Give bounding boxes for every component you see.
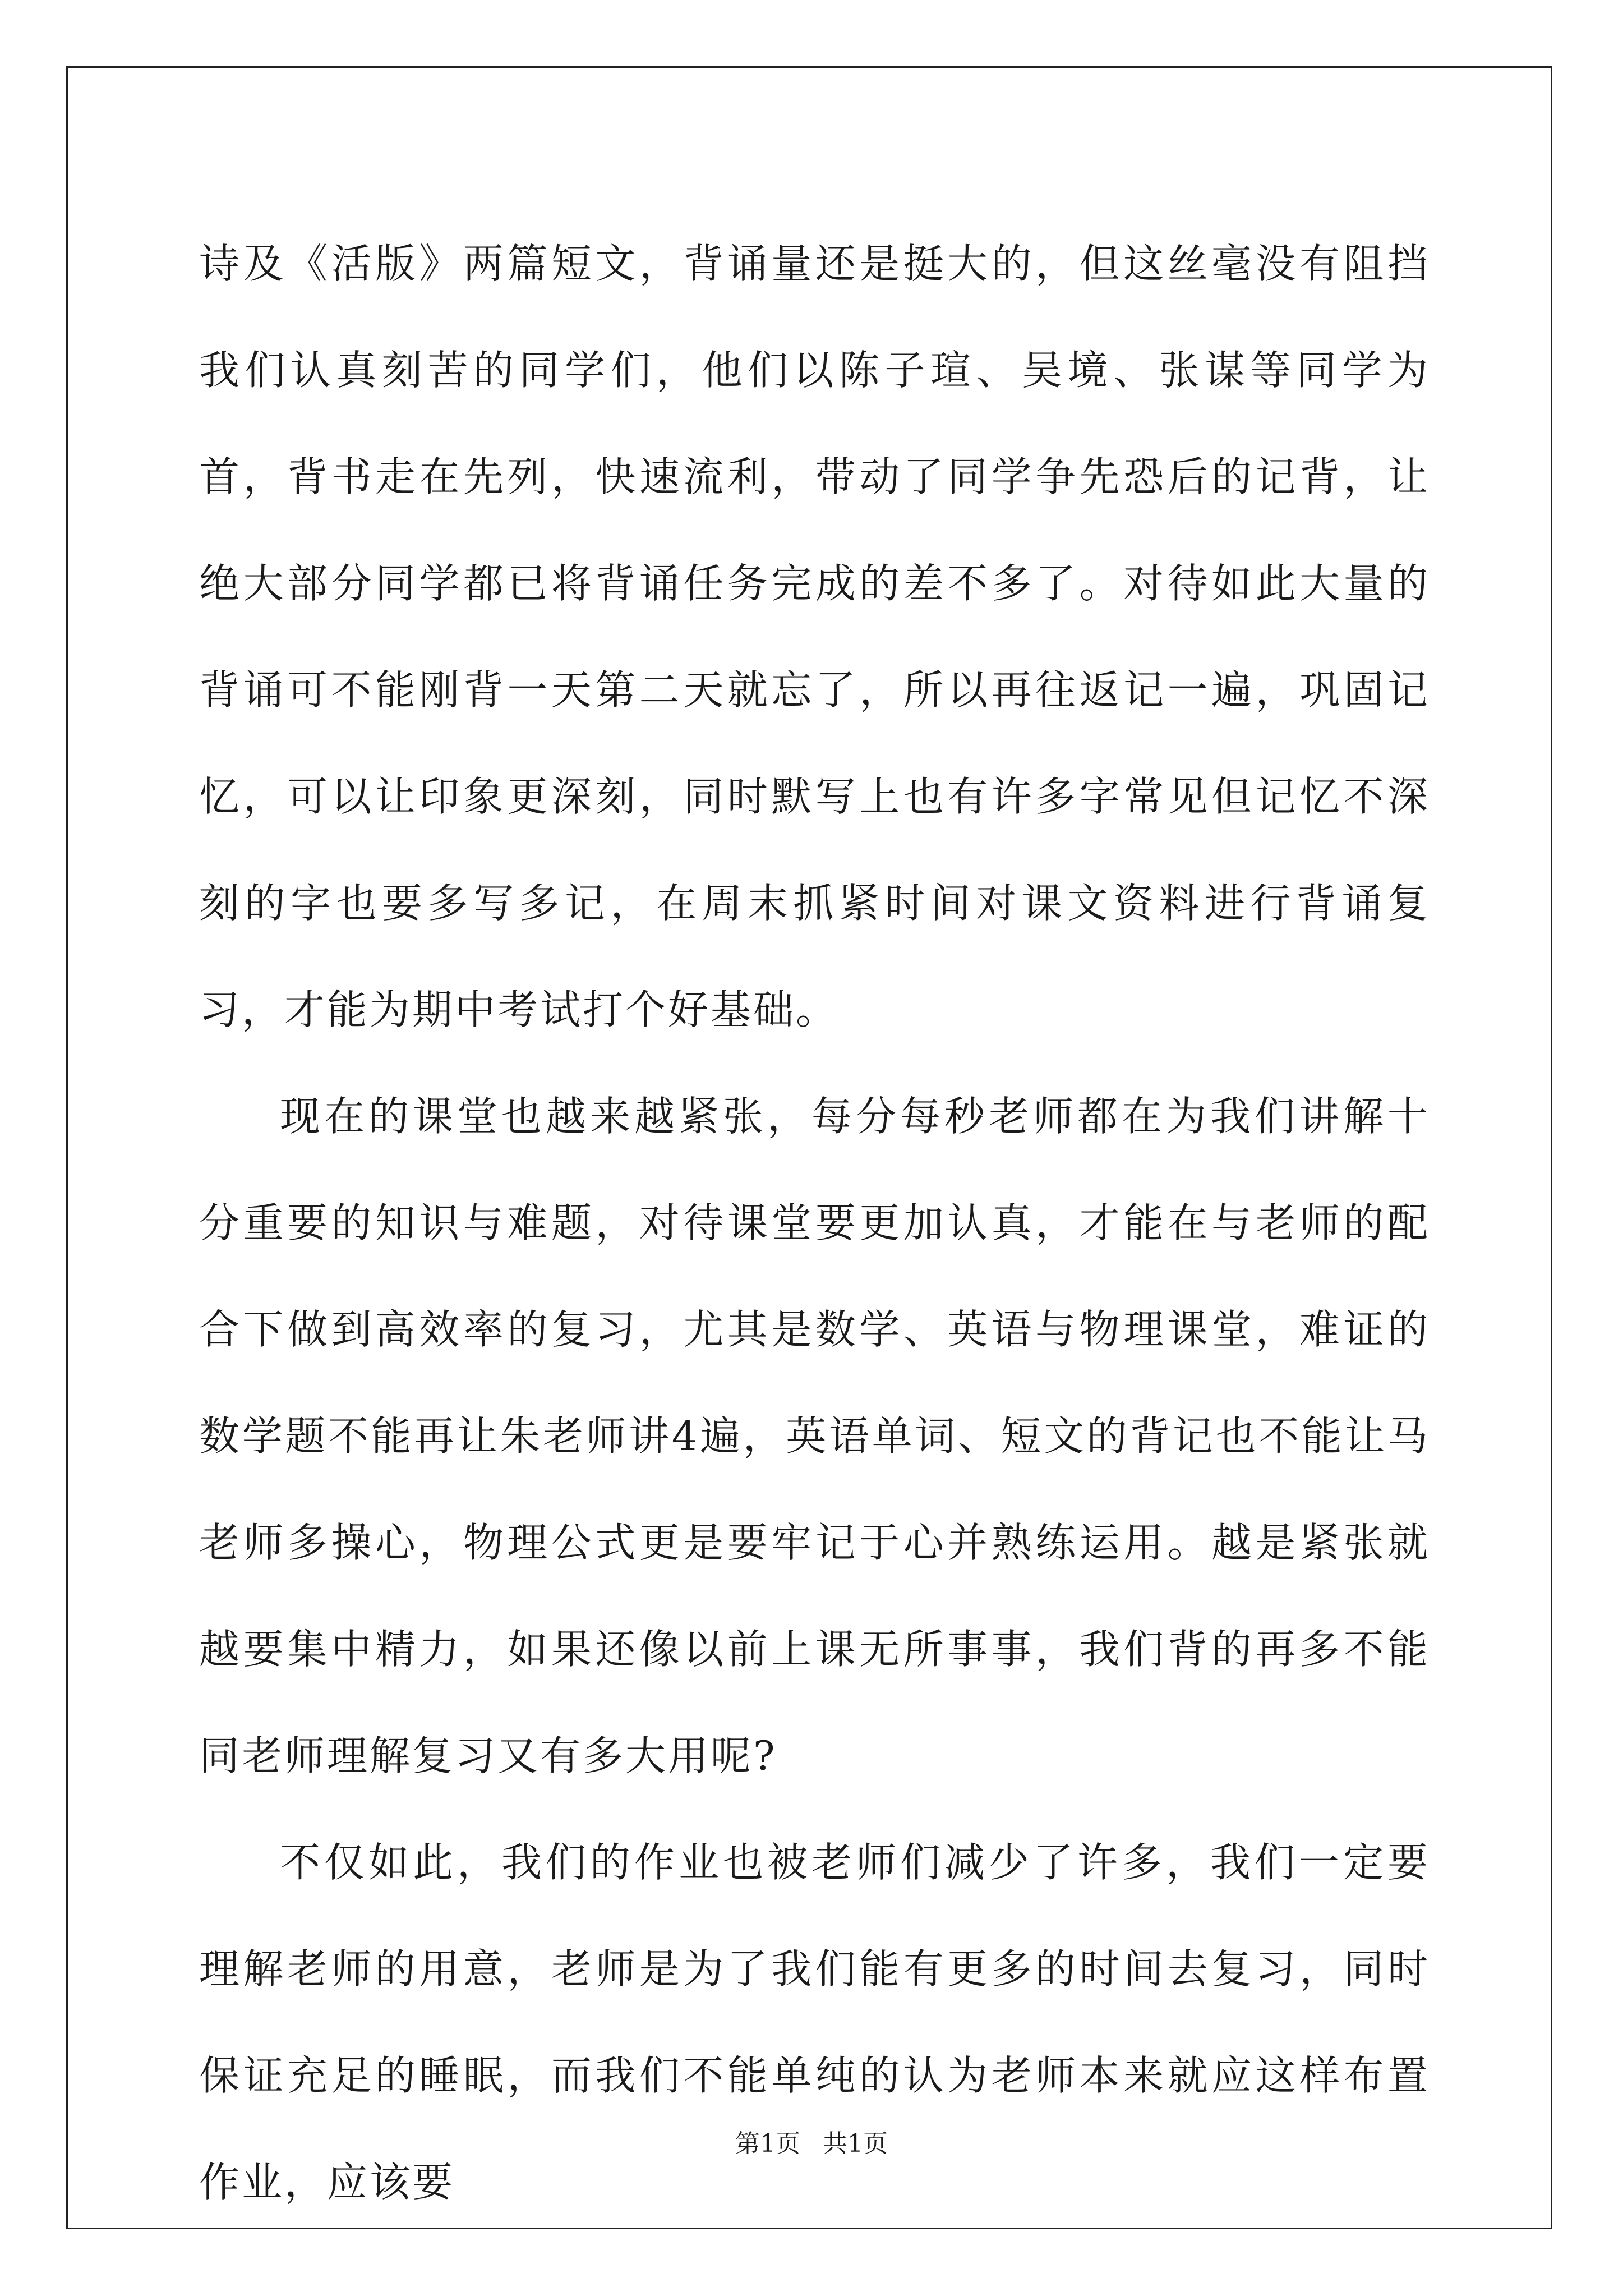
- page-footer: [0, 2127, 1623, 2161]
- page-number-total: 共1页: [823, 2129, 888, 2158]
- paragraph-2: 现在的课堂也越来越紧张，每分每秒老师都在为我们讲解十分重要的知识与难题，对待课堂要更加认真，才能在与老师的配合下做到高效率的复习，尤其是数学、英语与物理课堂，难证的数学题不能再让朱老师讲4遍，英语单词、短文的背记也不能让马老师多操心，物理公式更是要牢记于心并熟练运用。越是紧张就越要集中精力，如果还像以前上课无所事事，我们背的再多不能同老师理解复习又有多大用呢?: [199, 1093, 1430, 1779]
- paragraph-3: 不仅如此，我们的作业也被老师们减少了许多，我们一定要理解老师的用意，老师是为了我们能有更多的时间去复习，同时保证充足的睡眠，而我们不能单纯的认为老师本来就应这样布置作业，应该要: [199, 1839, 1430, 2206]
- paragraph-1: 诗及《活版》两篇短文，背诵量还是挺大的，但这丝毫没有阻挡我们认真刻苦的同学们，他们以陈子瑄、吴境、张谋等同学为首，背书走在先列，快速流利，带动了同学争先恐后的记背，让绝大部分同学都已将背诵任务完成的差不多了。对待如此大量的背诵可不能刚背一天第二天就忘了，所以再往返记一遍，巩固记忆，可以让印象更深刻，同时默写上也有许多字常见但记忆不深刻的字也要多写多记，在周末抓紧时间对课文资料进行背诵复习，才能为期中考试打个好基础。: [199, 240, 1430, 1033]
- document-body: [199, 210, 1430, 2235]
- page-number-current: 第1页: [735, 2129, 800, 2158]
